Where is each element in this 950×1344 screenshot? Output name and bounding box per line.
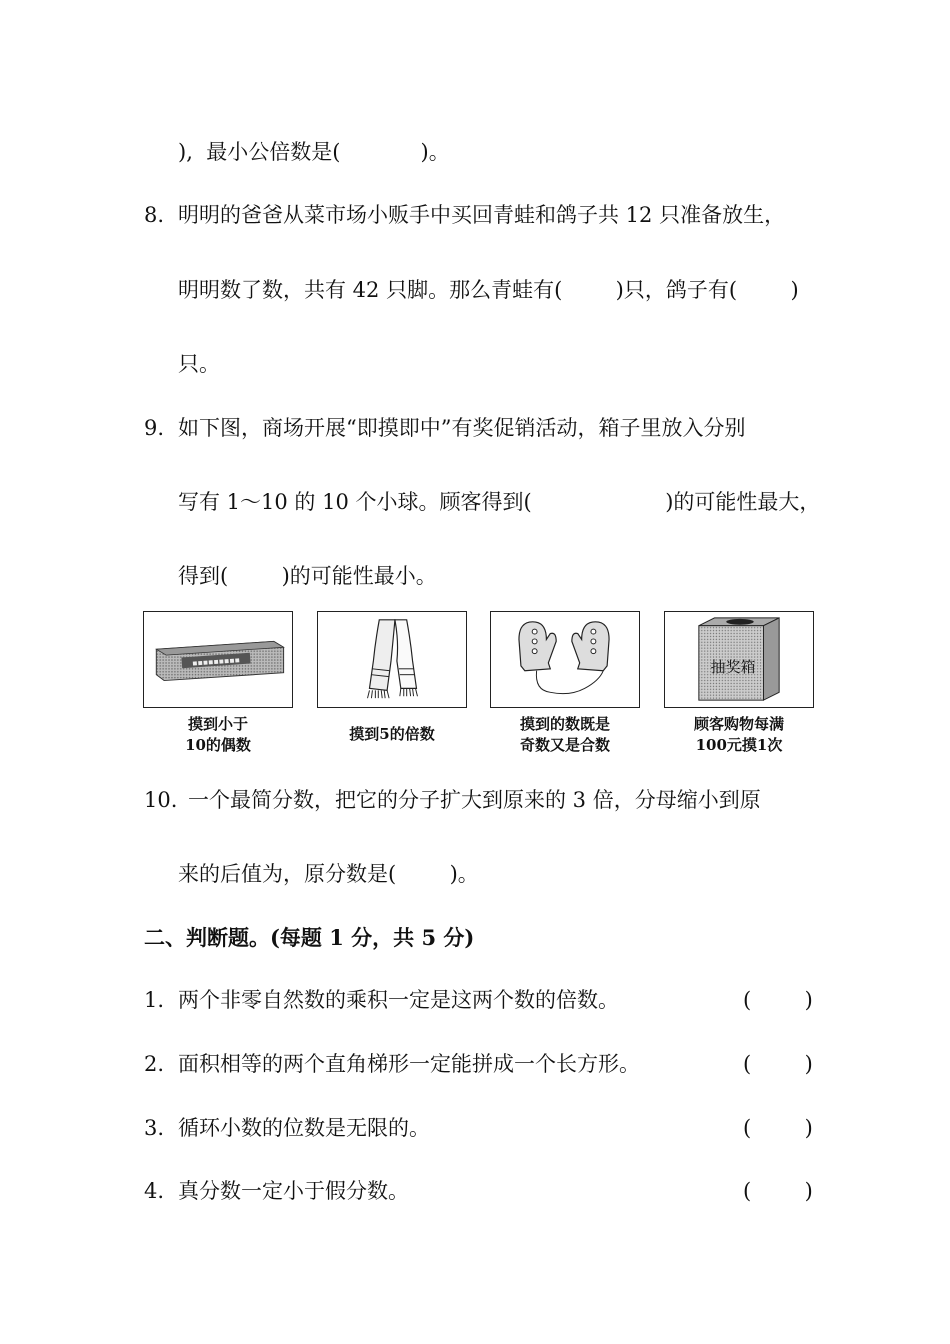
judge-item-4-number: 4.: [144, 1179, 165, 1203]
caption-mittens-line-1: 摸到的数既是: [519, 715, 610, 733]
judge-item-2-text: 面积相等的两个直角梯形一定能拼成一个长方形。: [178, 1052, 640, 1076]
question-10-line-1: 一个最简分数，把它的分子扩大到原来的 3 倍，分母缩小到原: [188, 788, 761, 812]
judge-item-1-text: 两个非零自然数的乘积一定是这两个数的倍数。: [178, 988, 619, 1012]
svg-text:▪▪▪▪▪▪▪▪▪: ▪▪▪▪▪▪▪▪▪: [191, 655, 241, 668]
question-8-line-1: 明明的爸爸从菜市场小贩手中买回青蛙和鸽子共 12 只准备放生，: [178, 203, 786, 227]
picture-lottery-box: [664, 611, 814, 708]
caption-lottery-line-1: 顾客购物每满: [693, 715, 784, 733]
question-9-line-3: 得到( )的可能性最小。: [178, 564, 437, 588]
caption-gum-pack: [143, 714, 293, 756]
section-2-title: 二、判断题。(每题 1 分，共 5 分): [144, 925, 475, 950]
question-9-line-1: 如下图，商场开展“即摸即中”有奖促销活动，箱子里放入分别: [178, 416, 746, 440]
caption-gum-line-1: 摸到小于: [187, 715, 248, 733]
scarf-icon: [318, 612, 466, 707]
question-10-number: 10.: [144, 788, 178, 812]
question-10-line-2: 来的后值为，原分数是( )。: [178, 862, 479, 886]
picture-gum-pack: [143, 611, 293, 708]
question-9-line-2: 写有 1～10 的 10 个小球。顾客得到( )的可能性最大，: [178, 490, 821, 514]
judge-item-3-number: 3.: [144, 1116, 165, 1140]
gum-pack-icon: [144, 612, 292, 707]
carryover-line: ), 最小公倍数是( )。: [178, 140, 450, 164]
judge-item-4-text: 真分数一定小于假分数。: [178, 1179, 409, 1203]
mittens-icon: [491, 612, 639, 707]
caption-scarf: [317, 724, 467, 745]
caption-scarf-line-1: 摸到5的倍数: [349, 725, 435, 743]
caption-mittens: [490, 714, 640, 756]
judge-item-1-number: 1.: [144, 988, 165, 1012]
caption-gum-line-2: 10的偶数: [185, 736, 251, 754]
question-8-line-2: 明明数了数，共有 42 只脚。那么青蛙有( )只，鸽子有( ): [178, 278, 799, 302]
caption-lottery-line-2: 100元摸1次: [695, 736, 783, 754]
judge-item-2-number: 2.: [144, 1052, 165, 1076]
judge-item-1-answer-paren: ( ): [743, 988, 813, 1012]
judge-item-2-answer-paren: ( ): [743, 1052, 813, 1076]
judge-item-3-text: 循环小数的位数是无限的。: [178, 1116, 430, 1140]
question-8-number: 8.: [144, 203, 165, 227]
question-8-line-3: 只。: [178, 352, 220, 376]
caption-mittens-line-2: 奇数又是合数: [519, 736, 610, 754]
judge-item-3-answer-paren: ( ): [743, 1116, 813, 1140]
question-9-number: 9.: [144, 416, 165, 440]
caption-lottery-box: [664, 714, 814, 756]
lottery-box-label: 抽奖箱: [710, 658, 756, 676]
picture-mittens: [490, 611, 640, 708]
judge-item-4-answer-paren: ( ): [743, 1179, 813, 1203]
picture-scarf: [317, 611, 467, 708]
